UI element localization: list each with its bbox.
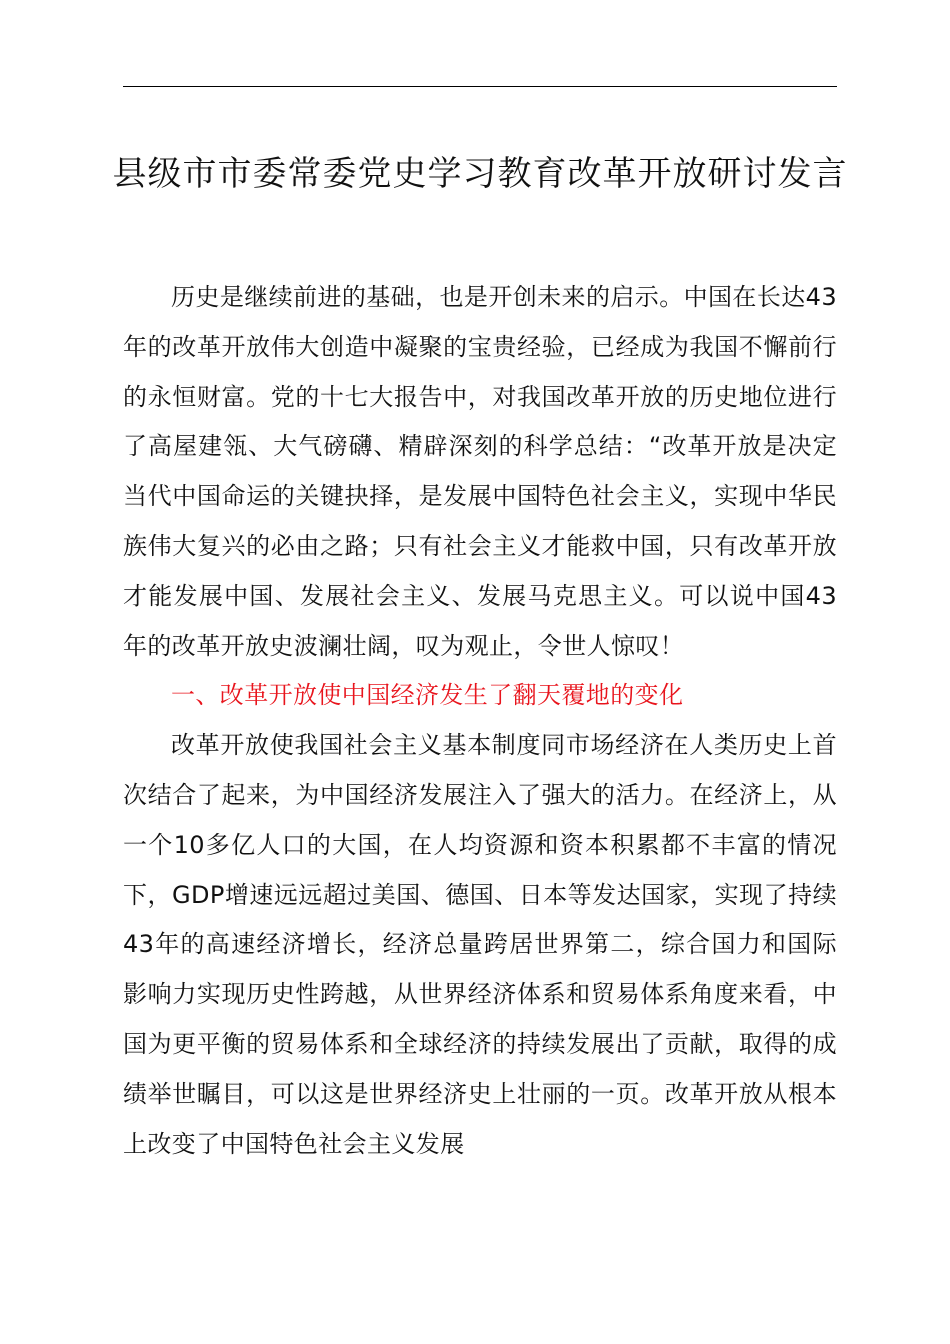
paragraph-intro: 历史是继续前进的基础，也是开创未来的启示。中国在长达43年的改革开放伟大创造中凝聚的宝贵经验，已经成为我国不懈前行的永恒财富。党的十七大报告中，对我国改革开放的历史地位进行了高屋建瓴、大气磅礴、精辟深刻的科学总结：“改革开放是决定当代中国命运的关键抉择，是发展中国特色社会主义，实现中华民族伟大复兴的必由之路；只有社会主义才能救中国，只有改革开放才能发展中国、发展社会主义、发展马克思主义。可以说中国43年的改革开放史波澜壮阔，叹为观止，令世人惊叹！	[123, 283, 837, 660]
document-body	[123, 273, 837, 1169]
section-heading: 一、改革开放使中国经济发生了翻天覆地的变化	[171, 681, 684, 710]
paragraph-economy: 改革开放使我国社会主义基本制度同市场经济在人类历史上首次结合了起来，为中国经济发展注入了强大的活力。在经济上，从一个10多亿人口的大国，在人均资源和资本积累都不丰富的情况下，GDP增速远远超过美国、德国、日本等发达国家，实现了持续43年的高速经济增长，经济总量跨居世界第二，综合国力和国际影响力实现历史性跨越，从世界经济体系和贸易体系角度来看，中国为更平衡的贸易体系和全球经济的持续发展出了贡献，取得的成绩举世瞩目，可以这是世界经济史上壮丽的一页。改革开放从根本上改变了中国特色社会主义发展	[123, 731, 837, 1158]
header-rule	[123, 86, 837, 87]
document-title: 县级市市委常委党史学习教育改革开放研讨发言	[112, 154, 848, 194]
